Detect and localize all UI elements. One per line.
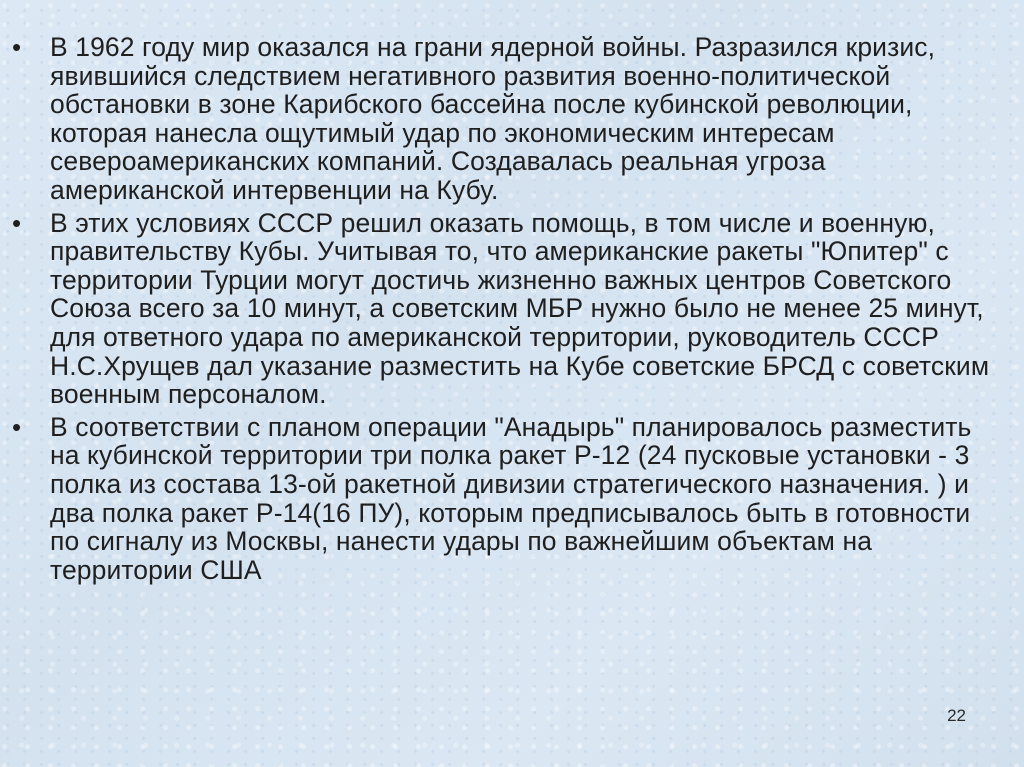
bullet-icon: • — [12, 207, 22, 238]
bullet-item-1 — [0, 33, 1024, 205]
page-number: 22 — [947, 706, 966, 725]
bullet-icon: • — [12, 32, 22, 62]
bullet-text: В этих условиях СССР решил оказать помощь, в том числе и военную, правительству Кубы. Учитывая то, что американские ракеты "Юпитер" с территории Турции могут достичь жизненно важных центров Советского Союза всего за 10 минут, а советским МБР нужно было не менее 25 минут, для ответного удара по американской территории, руководитель СССР Н.С.Хрущев дал указание разместить на Кубе советские БРСД с советским военным персоналом. — [50, 207, 990, 410]
bullet-list — [0, 33, 1024, 588]
bullet-item-3 — [0, 413, 1024, 585]
bullet-text: В 1962 году мир оказался на грани ядерной войны. Разразился кризис, явившийся следствием негативного развития военно-политической обстановки в зоне Карибского бассейна после кубинской революции, которая нанесла ощутимый удар по экономическим интересам североамериканских компаний. Создавалась реальная угроза американской интервенции на Кубу. — [50, 32, 936, 205]
bullet-text: В соответствии с планом операции "Анадырь" планировалось разместить на кубинской территории три полка ракет Р-12 (24 пусковые установки - 3 полка из состава 13-ой ракетной дивизии стратегического назначения. ) и два полка ракет Р-14(16 ПУ), которым предписывалось быть в готовности по сигналу из Москвы, нанести удары по важнейшим объектам на территории США — [50, 411, 972, 585]
bullet-icon: • — [12, 411, 22, 442]
bullet-item-2 — [0, 209, 1024, 409]
